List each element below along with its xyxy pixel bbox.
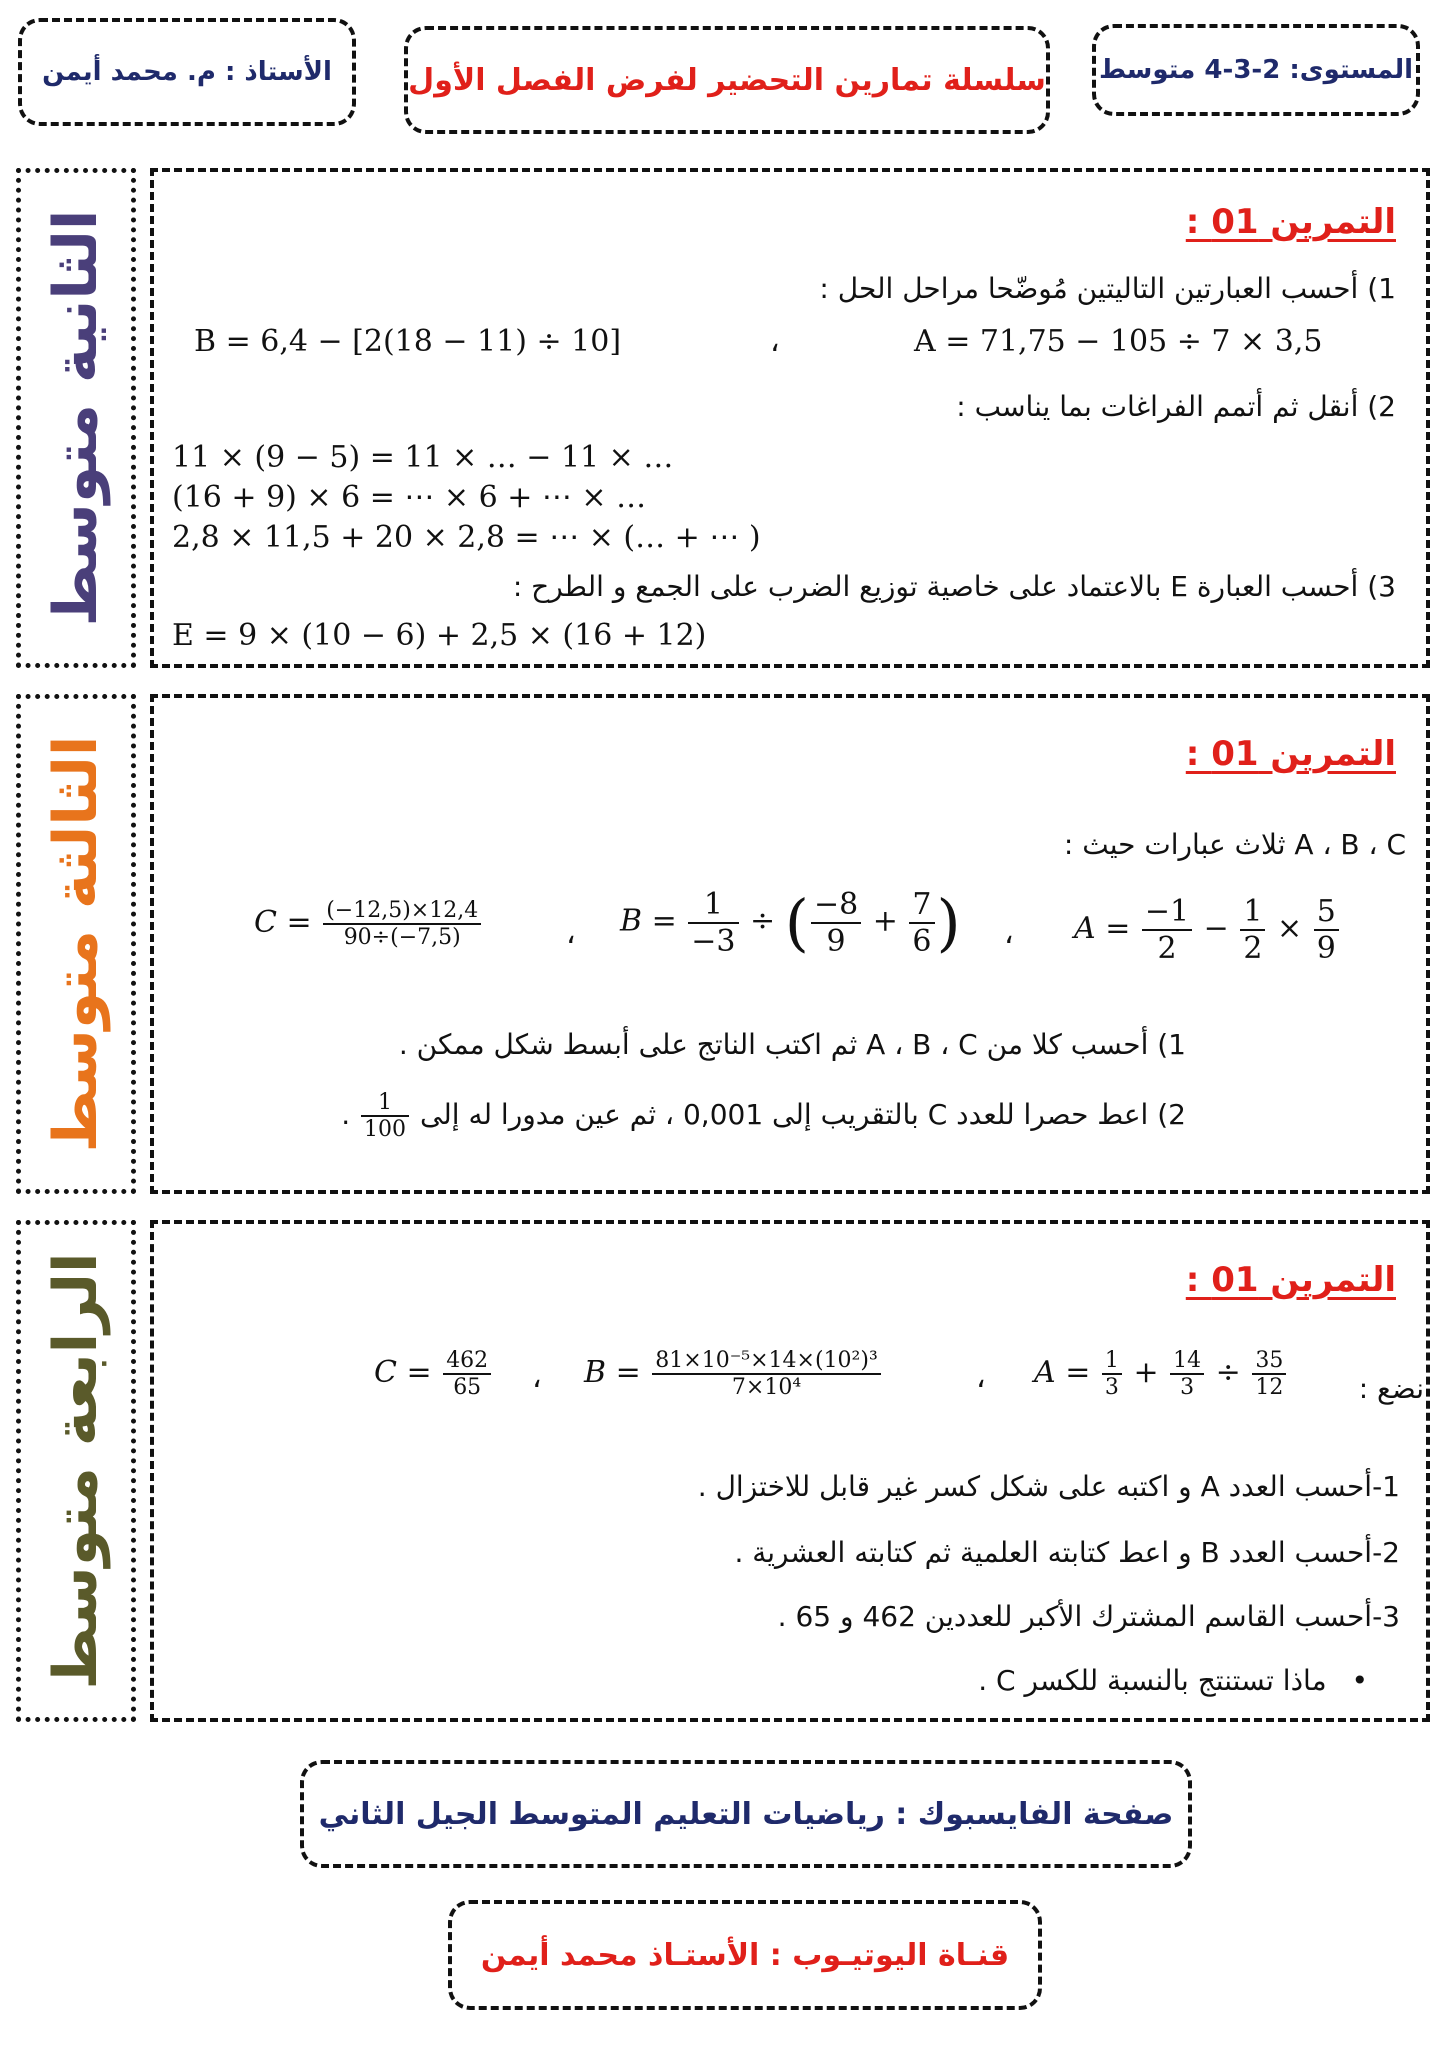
section3-a-frac1 [1142,894,1192,966]
section2-fill-1: 11 × (9 − 5) = 11 × … − 11 × … [172,440,674,475]
section3-q2-frac [361,1090,409,1142]
section4-expr-b [584,1348,883,1400]
section4-c-num: 462 [443,1348,491,1375]
section3-q1: 1) أحسب كلا من A ، B ، C ثم اكتب الناتج على أبسط شكل ممكن . [398,1028,1186,1061]
section4-b-den: 7×10⁴ [731,1375,802,1400]
section3-b-frac1 [688,887,738,959]
series-title: سلسلة تمارين التحضير لفرض الفصل الأول [408,62,1046,98]
level-box [1092,24,1420,116]
section2-fill-3: 2,8 × 11,5 + 20 × 2,8 = ⋯ × (… + ⋯ ) [172,520,761,555]
section4-b-lhs: B = [584,1355,641,1390]
section3-a-f1-num: −1 [1142,894,1192,931]
youtube-label: قنـاة اليوتيـوب : الأستـاذ محمد أيمن [480,1937,1010,1973]
section2-exercise-title: التمرين 01 : [1185,202,1396,242]
section4-c-lhs: C = [374,1355,432,1390]
section2-expr-b: B = 6,4 − [2(18 − 11) ÷ 10] [194,324,622,359]
section4-expr-a [1034,1348,1288,1400]
section4-q4-row [978,1664,1368,1697]
section4-a-f1-den: 3 [1104,1375,1119,1400]
section3-c-frac [323,898,481,950]
section4-side-label: الرابعة متوسط [41,1252,111,1690]
section3-a-op1: − [1203,911,1229,946]
section4-a-f3-num: 35 [1252,1348,1286,1375]
section3-b-f1-num: 1 [688,887,738,924]
section4-panel [150,1220,1430,1722]
section3-b-rparen: ) [936,886,961,959]
section4-side [16,1220,136,1722]
section3-sep2: ، [566,916,576,951]
section4-a-f1-num: 1 [1102,1348,1122,1375]
section3-q2-frac-den: 100 [364,1117,407,1142]
youtube-box [448,1900,1042,2010]
section3-a-f2-num: 1 [1240,894,1265,931]
section4-a-frac3 [1252,1348,1286,1400]
section3-expr-c [254,898,483,950]
section3-q2: 2) اعط حصرا للعدد C بالتقريب إلى 0,001 ، ثم عين مدورا له إلى [419,1098,1186,1131]
section2-fill-2: (16 + 9) × 6 = ⋯ × 6 + ⋯ × … [172,480,647,515]
section4-a-f3-den: 12 [1255,1375,1284,1400]
section4-a-op1: + [1133,1355,1159,1390]
section3-b-f2-num: −8 [811,887,861,924]
section3-c-den: 90÷(−7,5) [343,925,461,950]
section3-b-lhs: B = [620,903,677,939]
section4-sep2: ، [532,1360,542,1395]
section3-a-op2: × [1277,911,1303,946]
section4-b-frac [652,1348,881,1400]
section3-a-f3-den: 9 [1316,931,1336,966]
section4-sep1: ، [976,1360,986,1395]
section3-a-f1-den: 2 [1157,931,1177,966]
section4-expr-c [374,1348,493,1400]
section3-intro: A ، B ، C ثلاث عبارات حيث : [1063,828,1406,861]
section4-b-num: 81×10⁻⁵×14×(10²)³ [652,1348,881,1375]
section3-panel [150,694,1430,1194]
section3-b-f2-den: 9 [826,923,846,959]
section3-b-op2: + [872,903,898,939]
section3-a-frac3 [1314,894,1339,966]
section4-exercise-title: التمرين 01 : [1185,1260,1396,1300]
section3-expr-b [620,886,961,959]
section3-b-frac2 [811,887,861,959]
section3-c-num: (−12,5)×12,4 [323,898,481,925]
section3-q2-row [341,1090,1186,1142]
section3-a-frac2 [1240,894,1265,966]
section3-side [16,694,136,1194]
section3-exercise-title: التمرين 01 : [1185,734,1396,774]
section4-a-frac1 [1102,1348,1122,1400]
section4-c-den: 65 [453,1375,482,1400]
section3-c-lhs: C = [254,905,312,940]
section3-b-op1: ÷ [750,903,776,939]
section2-panel [150,168,1430,668]
section2-q2: 2) أنقل ثم أتمم الفراغات بما يناسب : [956,390,1396,423]
teacher-label: الأستاذ : م. محمد أيمن [42,57,332,87]
section2-comma: ، [770,324,780,359]
teacher-box [18,18,356,126]
section4-q2: 2-أحسب العدد B و اعط كتابته العلمية ثم كتابته العشرية . [734,1536,1400,1569]
section3-a-f2-den: 2 [1243,931,1263,966]
facebook-label: صفحة الفايسبوك : رياضيات التعليم المتوسط الجيل الثاني [318,1796,1174,1832]
series-title-box [404,26,1050,134]
section4-a-op2: ÷ [1215,1355,1241,1390]
section3-b-f3-num: 7 [909,887,934,924]
section4-a-f2-num: 14 [1170,1348,1204,1375]
section4-a-lhs: A = [1034,1355,1091,1390]
section4-q3: 3-أحسب القاسم المشترك الأكبر للعددين 462 و 65 . [777,1600,1400,1633]
section4-a-f2-den: 3 [1180,1375,1195,1400]
section3-side-label: الثالثة متوسط [41,735,111,1153]
section3-sep1: ، [1004,916,1014,951]
section2-side [16,168,136,668]
section3-q2-frac-num: 1 [361,1090,409,1117]
facebook-box [300,1760,1192,1868]
section4-c-frac [443,1348,491,1400]
section2-side-label: الثانية متوسط [41,209,111,627]
level-label: المستوى: 2-3-4 متوسط [1098,55,1414,85]
section3-b-f3-den: 6 [912,923,932,959]
section3-expr-a [1074,894,1341,966]
section4-q1: 1-أحسب العدد A و اكتبه على شكل كسر غير قابل للاختزال . [697,1470,1400,1503]
section3-b-f1-den: −3 [691,923,736,959]
section3-q2-end: . [341,1098,351,1131]
section4-a-frac2 [1170,1348,1204,1400]
section2-expr-a: A = 71,75 − 105 ÷ 7 × 3,5 [914,324,1323,359]
section2-q3: 3) أحسب العبارة E بالاعتماد على خاصية توزيع الضرب على الجمع و الطرح : [512,570,1396,603]
section4-bullet: • [1351,1664,1368,1697]
section2-expr-e: E = 9 × (10 − 6) + 2,5 × (16 + 12) [172,618,707,653]
section4-intro: نضع : [1358,1372,1424,1405]
section2-q1: 1) أحسب العبارتين التاليتين مُوضّحا مراحل الحل : [819,272,1396,305]
section3-b-frac3 [909,887,934,959]
section4-q4: ماذا تستنتج بالنسبة للكسر C . [978,1664,1327,1697]
section3-b-lparen: ( [784,886,809,959]
section3-a-lhs: A = [1074,911,1131,946]
section3-a-f3-num: 5 [1314,894,1339,931]
